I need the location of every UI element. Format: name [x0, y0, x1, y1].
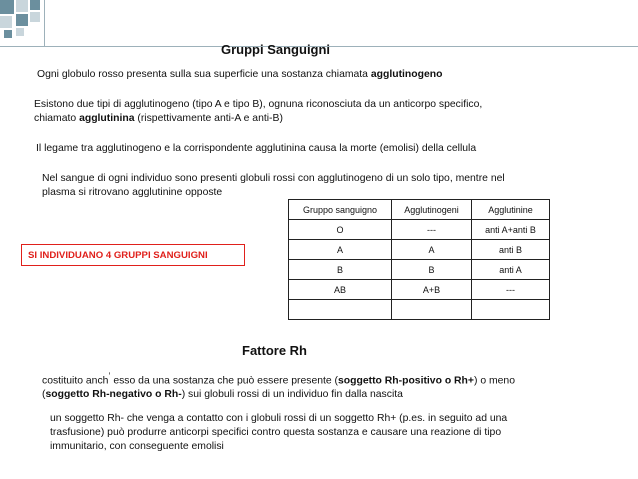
table-cell: --- [472, 280, 550, 300]
table-header: Gruppo sanguigno [289, 200, 392, 220]
blood-group-table [288, 199, 550, 320]
paragraph-rh-reaction: un soggetto Rh- che venga a contatto con i globuli rossi di un soggetto Rh+ (p.es. in seguito ad una trasfusione) può produrre anticorpi specifici contro questa sostanza e causare una reazione di tipo immunitario, con conseguente emolisi [50, 413, 508, 452]
paragraph-agglutinogeno: Ogni globulo rosso presenta sulla sua superficie una sostanza chiamata agglutinogeno [37, 69, 443, 80]
table-cell: AB [289, 280, 392, 300]
paragraph-legame: Il legame tra agglutinogeno e la corrispondente agglutinina causa la morte (emolisi) della cellula [36, 143, 477, 154]
table-header: Agglutinine [472, 200, 550, 220]
table-cell: anti B [472, 240, 550, 260]
table-cell: B [392, 260, 472, 280]
table-cell: A [289, 240, 392, 260]
rh-title: Fattore Rh [242, 343, 307, 358]
table-cell: anti A [472, 260, 550, 280]
table-cell: --- [392, 220, 472, 240]
table-header-row [289, 200, 550, 220]
paragraph-sangue: Nel sangue di ogni individuo sono presenti globuli rossi con agglutinogeno di un solo tipo, mentre nel plasma si ritrovano agglutinine opposte [42, 173, 505, 198]
table-cell [289, 300, 392, 320]
table-header: Agglutinogeni [392, 200, 472, 220]
table-cell: anti A+anti B [472, 220, 550, 240]
table-cell: A [392, 240, 472, 260]
table-cell: O [289, 220, 392, 240]
table-row [289, 280, 550, 300]
table-cell: B [289, 260, 392, 280]
table-cell: A+B [392, 280, 472, 300]
table-cell [392, 300, 472, 320]
page-title: Gruppi Sanguigni [221, 42, 331, 57]
table-cell [472, 300, 550, 320]
callout-box: SI INDIVIDUANO 4 GRUPPI SANGUIGNI [21, 244, 245, 266]
table-row [289, 300, 550, 320]
table-row [289, 220, 550, 240]
paragraph-rh-definition: costituito anch’ esso da una sostanza che può essere presente (soggetto Rh-positivo o Rh+) o meno (soggetto Rh-negativo o Rh-) sui globuli rossi di un individuo fin dalla nascita [42, 371, 515, 401]
table-row [289, 240, 550, 260]
paragraph-tipi: Esistono due tipi di agglutinogeno (tipo A e tipo B), ognuna riconosciuta da un anticorpo specifico, chiamato agglutinina (rispettivamente anti-A e anti-B) [34, 99, 483, 124]
table-row [289, 260, 550, 280]
